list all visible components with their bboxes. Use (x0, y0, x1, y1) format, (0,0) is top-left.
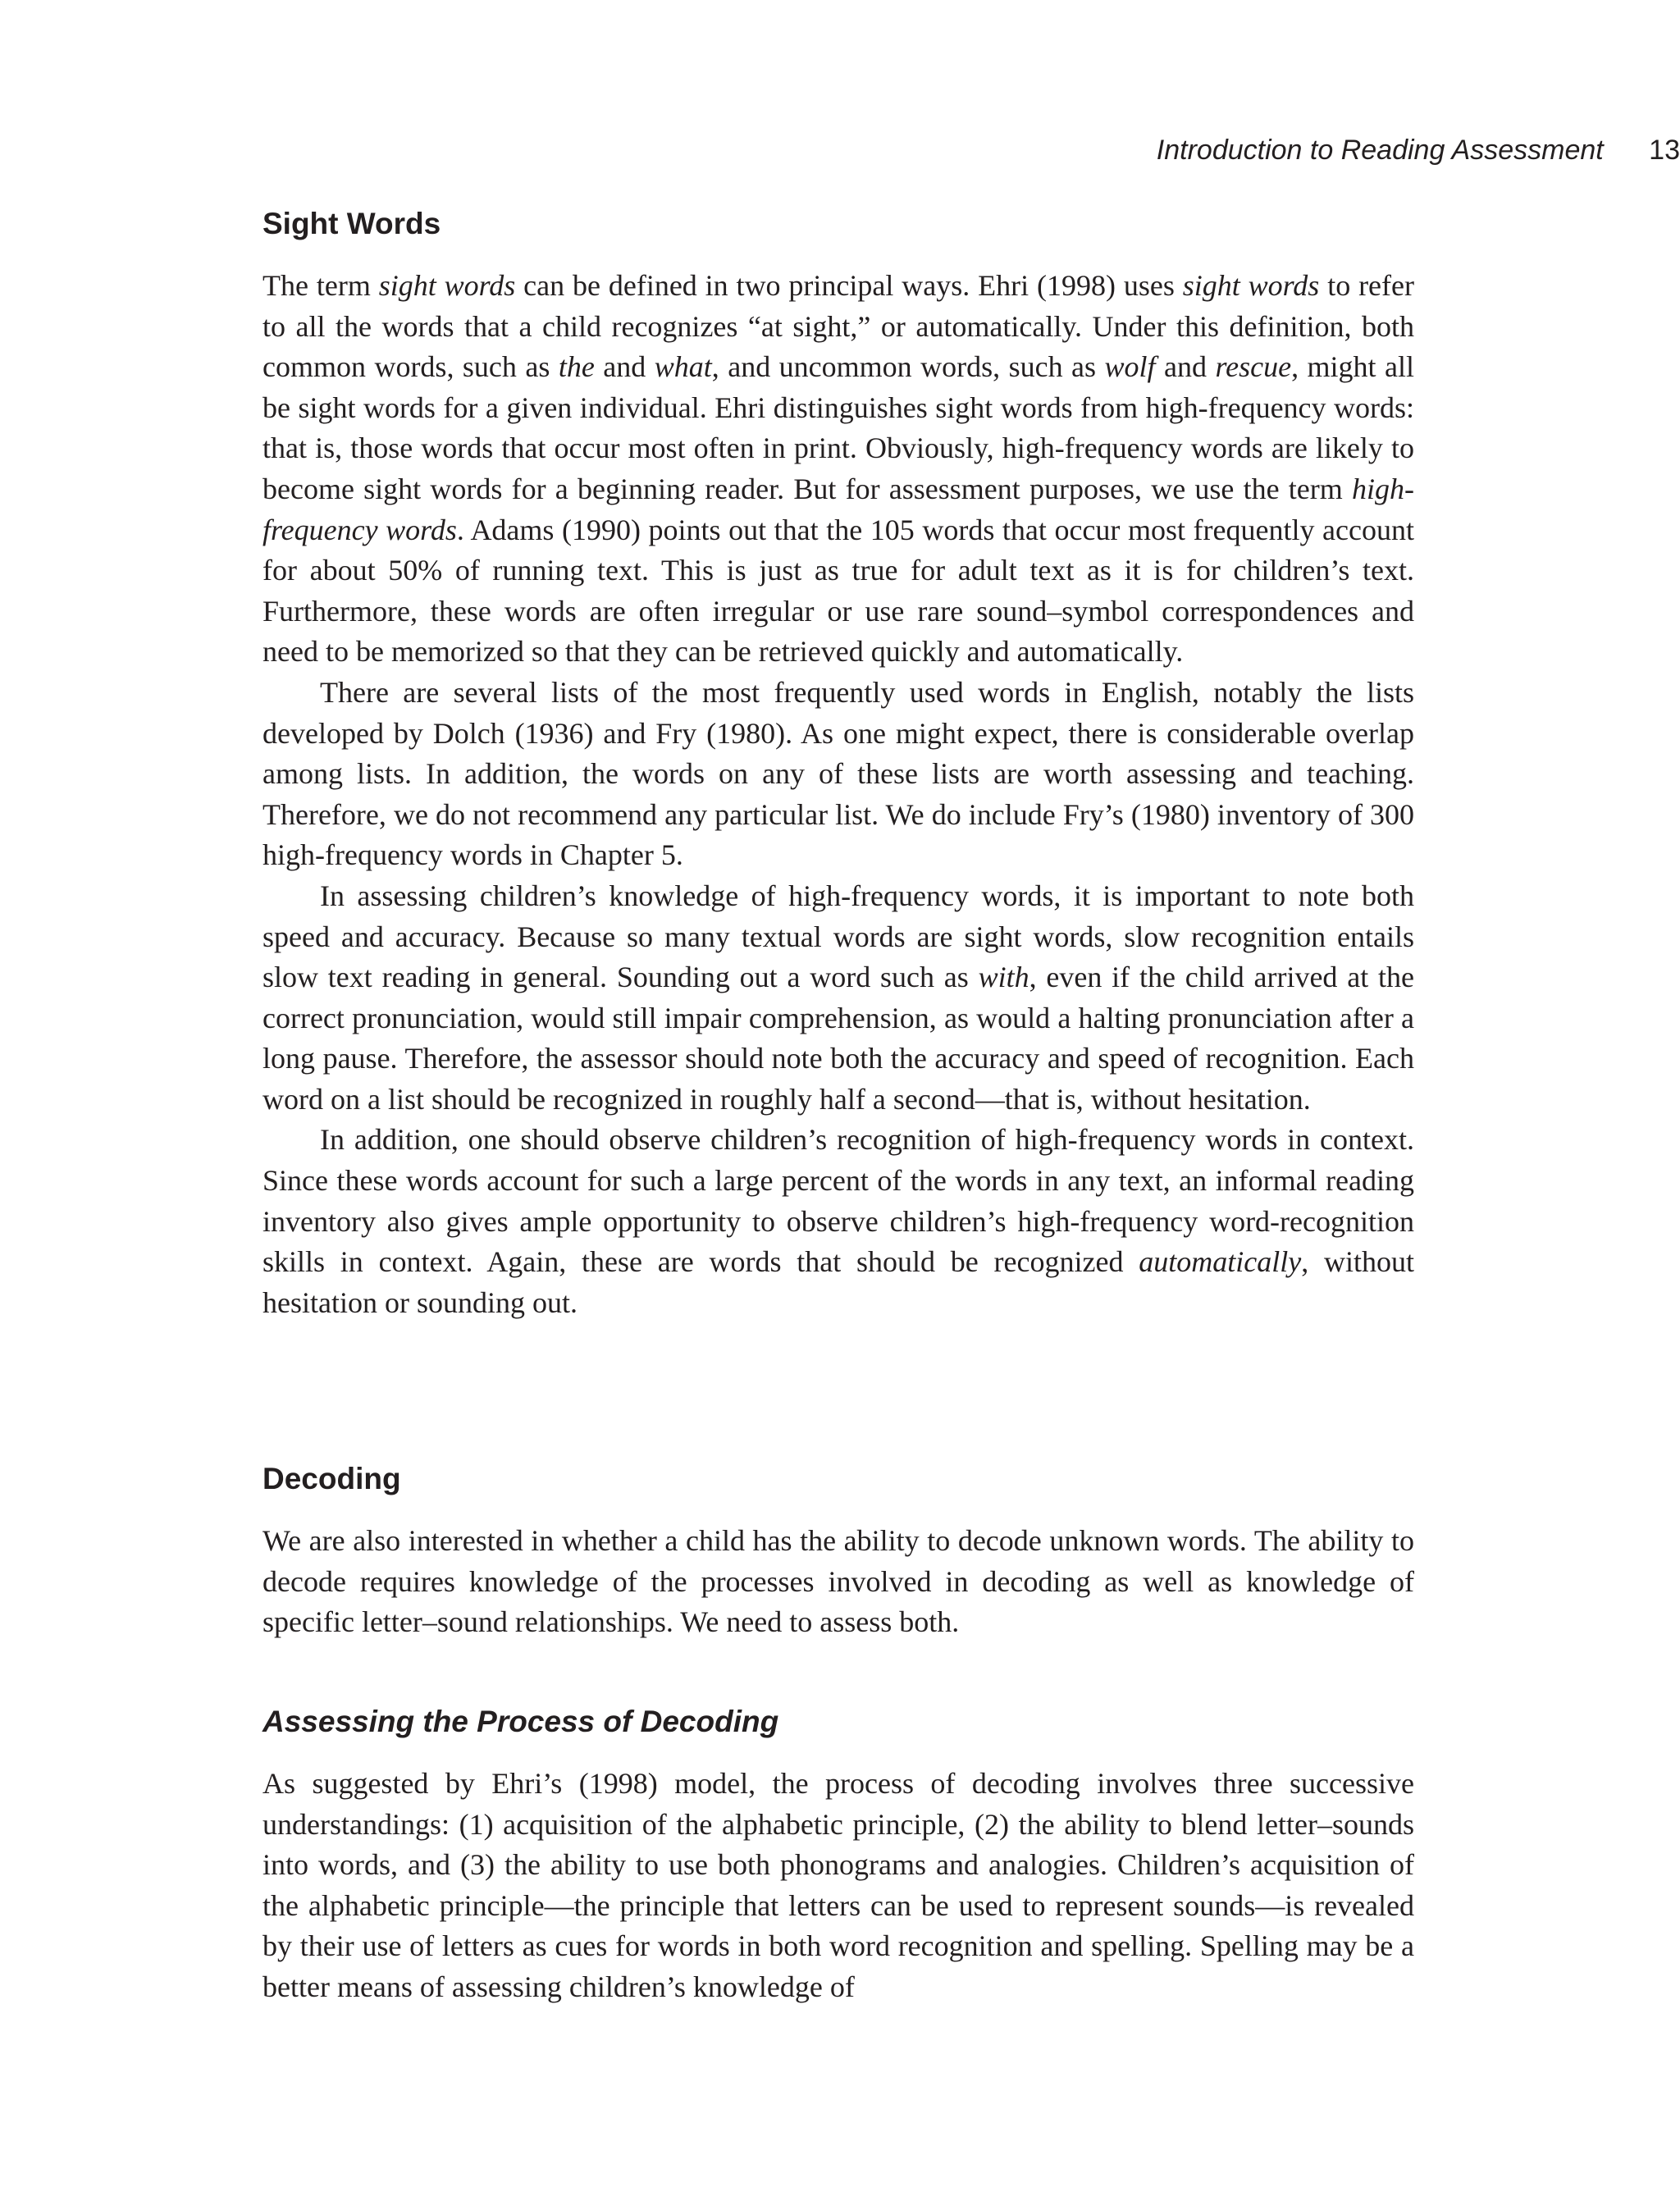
section-sight-words (262, 203, 1414, 1323)
section-decoding (262, 1459, 1414, 1643)
section-heading-sight-words: Sight Words (262, 207, 441, 240)
paragraph: We are also interested in whether a child has the ability to decode unknown words. The ability to decode requires knowledge of the processes involved in decoding as well as knowledge of specific letter–sound relationships. We need to assess both. (262, 1524, 1414, 1639)
page-number: 13 (1649, 135, 1680, 166)
paragraph: The term sight words can be defined in two principal ways. Ehri (1998) uses sight words to refer to all the words that a child recognizes “at sight,” or automatically. Under this definition, both common words, such as the and what, and uncommon words, such as wolf and rescue, might all be sight words for a given individual. Ehri distinguishes sight words from high-frequency words: that is, those words that occur most often in print. Obviously, high-frequency words are likely to become sight words for a beginning reader. But for assessment purposes, we use the term high-frequency words. Adams (1990) points out that the 105 words that occur most frequently account for about 50% of running text. This is just as true for adult text as it is for children’s text. Furthermore, these words are often irregular or use rare sound–symbol correspondences and need to be memorized so that they can be retrieved quickly and automatically. (262, 269, 1414, 669)
running-head (528, 131, 1680, 169)
paragraph: In addition, one should observe children’s recognition of high-frequency words in context. Since these words account for such a large percent of the words in any text, an informal reading inventory also gives ample opportunity to observe children’s high-frequency word-recognition skills in context. Again, these are words that should be recognized automatically, without hesitation or sounding out. (262, 1123, 1414, 1319)
subsection-heading-assessing-process: Assessing the Process of Decoding (262, 1705, 779, 1738)
paragraph: As suggested by Ehri’s (1998) model, the process of decoding involves three successive understandings: (1) acquisition of the alphabetic principle, (2) the ability to blend letter–sounds into words, and (3) the ability to use both phonograms and analogies. Children’s acquisition of the alphabetic principle—the principle that letters can be used to represent sounds—is revealed by their use of letters as cues for words in both word recognition and spelling. Spelling may be a better means of assessing children’s knowledge of (262, 1767, 1414, 2003)
running-head-title: Introduction to Reading Assessment (1156, 135, 1604, 166)
paragraph: In assessing children’s knowledge of high-frequency words, it is important to note both speed and accuracy. Because so many textual words are sight words, slow recognition entails slow text reading in general. Sounding out a word such as with, even if the child arrived at the correct pronunciation, would still impair comprehension, as would a halting pronunciation after a long pause. Therefore, the assessor should note both the accuracy and speed of recognition. Each word on a list should be recognized in roughly half a second—that is, without hesitation. (262, 879, 1414, 1116)
paragraph: There are several lists of the most frequently used words in English, notably the lists developed by Dolch (1936) and Fry (1980). As one might expect, there is considerable overlap among lists. In addition, the words on any of these lists are worth assessing and teaching. Therefore, we do not recommend any particular list. We do include Fry’s (1980) inventory of 300 high-frequency words in Chapter 5. (262, 675, 1414, 872)
section-assessing-process (262, 1701, 1414, 2008)
section-heading-decoding: Decoding (262, 1462, 401, 1495)
